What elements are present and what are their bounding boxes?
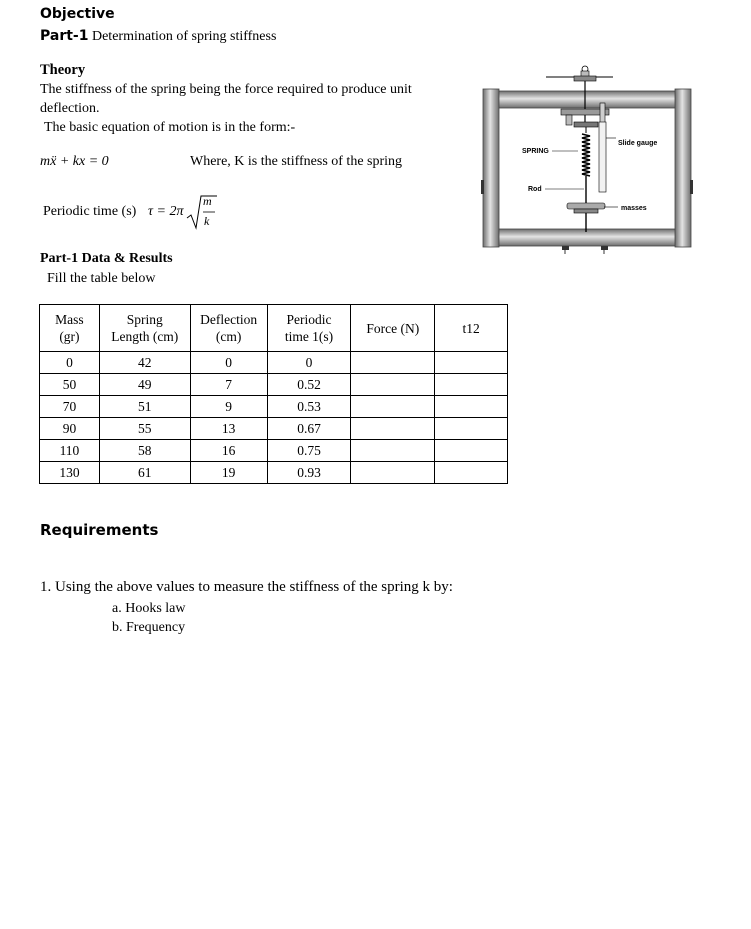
theory-line-1: The stiffness of the spring being the force required to produce unit <box>40 82 412 97</box>
periodic-time-label: Periodic time (s) <box>43 204 137 219</box>
header-t12: t12 <box>435 305 508 352</box>
cell-deflection: 7 <box>190 374 267 396</box>
square-root-sign <box>186 194 218 230</box>
results-heading: Part-1 Data & Results <box>40 251 173 266</box>
table-row <box>40 374 508 396</box>
part1-label: Part-1 <box>40 28 89 44</box>
periodic-time-lhs: τ = 2π <box>148 204 184 219</box>
cell-force[interactable] <box>351 440 435 462</box>
requirement-sub-b: b. Frequency <box>112 620 186 635</box>
requirements-heading: Requirements <box>40 521 159 539</box>
cell-t12[interactable] <box>435 374 508 396</box>
cell-spring-length: 51 <box>99 396 190 418</box>
cell-mass: 0 <box>40 352 100 374</box>
cell-deflection: 9 <box>190 396 267 418</box>
cell-mass: 70 <box>40 396 100 418</box>
masses <box>567 203 605 213</box>
header-periodic-time: Periodic time 1(s) <box>267 305 351 352</box>
bottom-fixtures <box>562 246 608 254</box>
requirement-sub-a: a. Hooks law <box>112 601 186 616</box>
cell-spring-length: 49 <box>99 374 190 396</box>
table-row <box>40 352 508 374</box>
fraction-numerator: m <box>203 194 212 208</box>
cell-t12[interactable] <box>435 462 508 484</box>
table-row <box>40 396 508 418</box>
cell-spring-length: 58 <box>99 440 190 462</box>
cell-mass: 90 <box>40 418 100 440</box>
label-slide-gauge: Slide gauge <box>618 140 658 147</box>
cell-spring-length: 61 <box>99 462 190 484</box>
spring-apparatus-diagram <box>478 62 700 258</box>
table-row <box>40 440 508 462</box>
cell-mass: 50 <box>40 374 100 396</box>
equation-of-motion: mẍ + kx = 0 <box>40 154 109 169</box>
cell-force[interactable] <box>351 418 435 440</box>
stiffness-definition: Where, K is the stiffness of the spring <box>190 154 403 169</box>
cell-spring-length: 55 <box>99 418 190 440</box>
label-masses: masses <box>621 205 647 212</box>
spring-coil <box>582 127 590 176</box>
cell-deflection: 0 <box>190 352 267 374</box>
cell-periodic-time: 0.53 <box>267 396 351 418</box>
header-mass: Mass (gr) <box>40 305 100 352</box>
cell-periodic-time: 0.93 <box>267 462 351 484</box>
cell-deflection: 19 <box>190 462 267 484</box>
label-spring: SPRING <box>522 148 549 155</box>
results-instruction: Fill the table below <box>47 271 156 286</box>
cell-periodic-time: 0.52 <box>267 374 351 396</box>
cell-spring-length: 42 <box>99 352 190 374</box>
theory-line-3: The basic equation of motion is in the form:- <box>44 120 296 135</box>
cell-deflection: 16 <box>190 440 267 462</box>
cell-t12[interactable] <box>435 396 508 418</box>
theory-line-2: deflection. <box>40 101 100 116</box>
part1-heading <box>40 28 276 45</box>
cell-periodic-time: 0 <box>267 352 351 374</box>
leader-lines <box>545 151 618 207</box>
results-table <box>39 304 508 484</box>
label-rod: Rod <box>528 186 542 193</box>
cell-force[interactable] <box>351 462 435 484</box>
cell-periodic-time: 0.67 <box>267 418 351 440</box>
cell-force[interactable] <box>351 352 435 374</box>
header-force: Force (N) <box>351 305 435 352</box>
cell-t12[interactable] <box>435 352 508 374</box>
header-deflection: Deflection (cm) <box>190 305 267 352</box>
cell-mass: 130 <box>40 462 100 484</box>
objective-heading: Objective <box>40 6 115 22</box>
table-row <box>40 462 508 484</box>
theory-heading: Theory <box>40 62 86 78</box>
table-row <box>40 418 508 440</box>
header-spring-length: Spring Length (cm) <box>99 305 190 352</box>
requirement-item-1: 1. Using the above values to measure the stiffness of the spring k by: <box>40 579 453 595</box>
fraction-denominator: k <box>204 214 210 228</box>
slide-gauge <box>599 122 616 192</box>
cell-force[interactable] <box>351 396 435 418</box>
cell-t12[interactable] <box>435 440 508 462</box>
cell-mass: 110 <box>40 440 100 462</box>
cell-deflection: 13 <box>190 418 267 440</box>
cell-force[interactable] <box>351 374 435 396</box>
cell-t12[interactable] <box>435 418 508 440</box>
table-header-row <box>40 305 508 352</box>
part1-title: Determination of spring stiffness <box>91 29 277 44</box>
cell-periodic-time: 0.75 <box>267 440 351 462</box>
